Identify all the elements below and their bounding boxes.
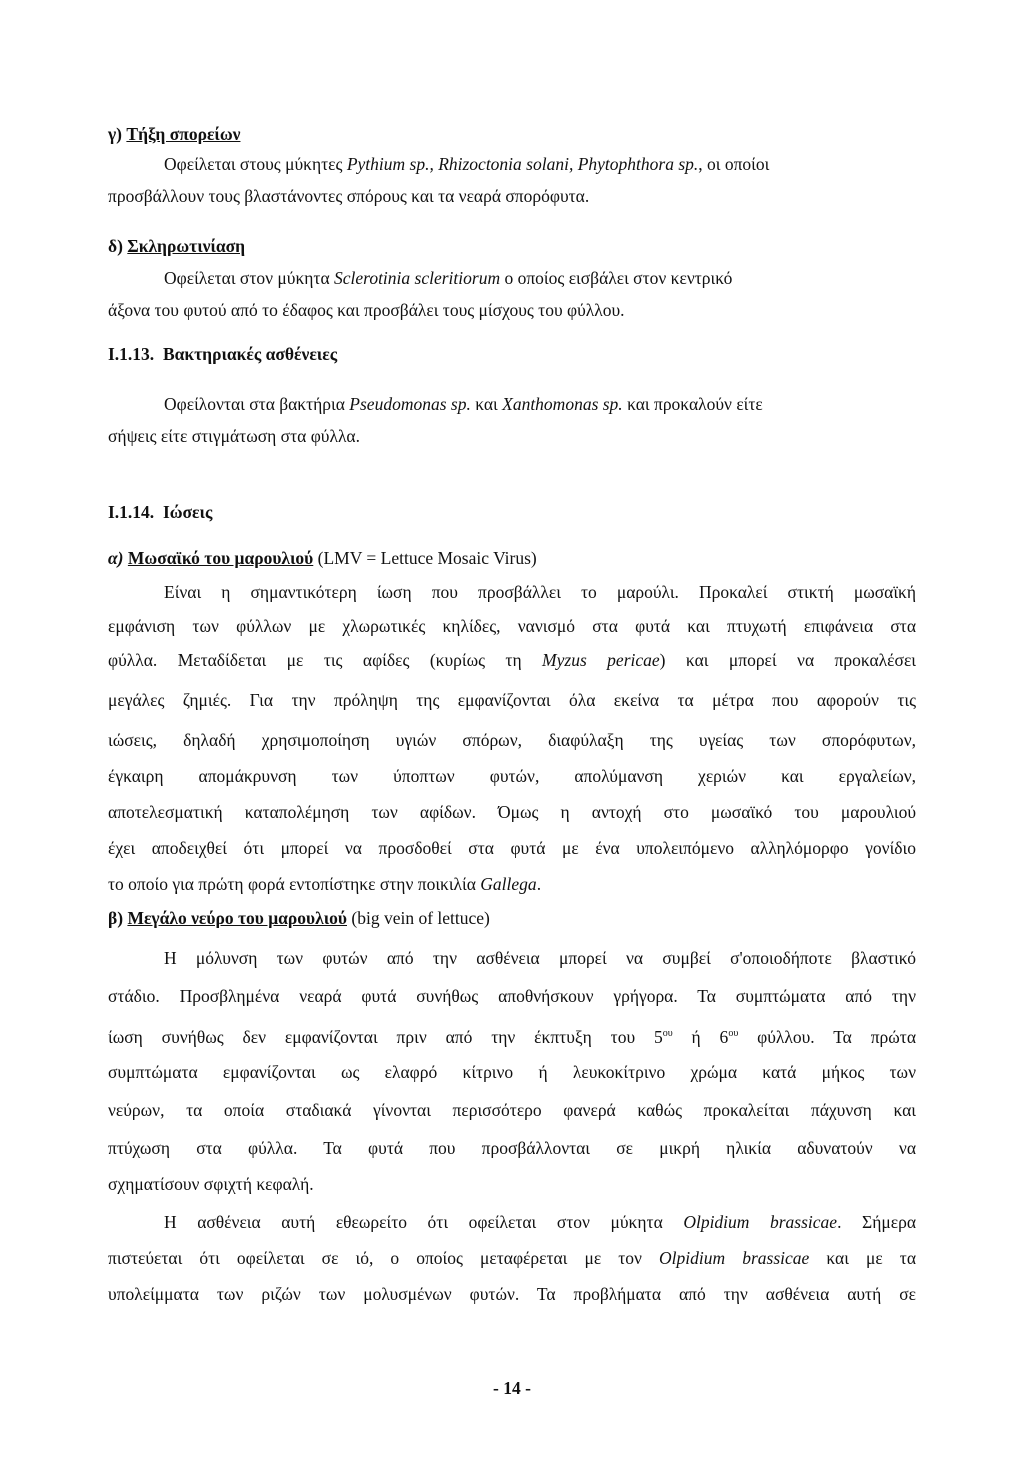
species-name: Olpidium brassicae — [659, 1248, 810, 1268]
paragraph-line: ιώσεις, δηλαδή χρησιμοποίηση υγιών σπόρων, διαφύλαξη της υγείας των σπορόφυτων, — [108, 730, 916, 750]
text-span: και με τα — [809, 1248, 916, 1268]
paragraph-line — [108, 872, 916, 896]
species-name: Sclerotinia scleritiorum — [334, 268, 501, 288]
species-name: Pseudomonas sp. — [349, 394, 471, 414]
text-span: φύλλου. Τα πρώτα — [738, 1027, 916, 1047]
paragraph-line: Είναι η σημαντικότερη ίωση που προσβάλλει το μαρούλι. Προκαλεί στικτή μωσαϊκή — [164, 582, 916, 602]
species-name: Pythium sp., Rhizoctonia solani, Phytophthora sp. — [346, 154, 699, 174]
species-name: Olpidium brassicae — [683, 1212, 838, 1232]
text-span: Η ασθένεια αυτή εθεωρείτο ότι οφείλεται στον μύκητα — [164, 1212, 684, 1232]
heading-a-title: Μωσαϊκό του μαρουλιού — [127, 548, 314, 568]
text-span: Οφείλεται στους μύκητες — [164, 154, 347, 174]
section-heading-1-1-13 — [108, 342, 916, 366]
paragraph-line: συμπτώματα εμφανίζονται ως ελαφρό κίτρινο ή λευκοκίτρινο χρώμα κατά μήκος των — [108, 1062, 916, 1082]
paragraph-line — [108, 1022, 916, 1046]
heading-a-label: α) — [108, 548, 124, 568]
species-name: Myzus pericae — [542, 650, 660, 670]
superscript: ου — [662, 1028, 673, 1039]
text-span: . — [536, 874, 542, 894]
heading-c-label: γ) — [108, 124, 123, 144]
heading-a — [108, 546, 916, 570]
paragraph-line — [108, 648, 916, 672]
text-span: ) και μπορεί να προκαλέσει — [659, 650, 916, 670]
species-name: Xanthomonas sp. — [502, 394, 623, 414]
text-span: . Σήμερα — [837, 1212, 916, 1232]
text-span: Οφείλεται στον μύκητα — [164, 268, 335, 288]
heading-d — [108, 234, 916, 258]
text-span: ή 6 — [672, 1027, 729, 1047]
heading-a-subtitle: (LMV = Lettuce Mosaic Virus) — [313, 548, 537, 568]
paragraph-line — [164, 1210, 916, 1234]
heading-c — [108, 122, 916, 146]
section-title: Ιώσεις — [162, 502, 213, 522]
paragraph-line — [108, 1246, 916, 1270]
text-span: Οφείλονται στα βακτήρια — [164, 394, 350, 414]
paragraph-line: υπολείμματα των ριζών των μολυσμένων φυτών. Τα προβλήματα από την ασθένεια αυτή σε — [108, 1284, 916, 1304]
paragraph-line: έχει αποδειχθεί ότι μπορεί να προσδοθεί στα φυτά με ένα υπολειπόμενο αλληλόμορφο γονίδιο — [108, 838, 916, 858]
paragraph-line: προσβάλλουν τους βλαστάνοντες σπόρους και τα νεαρά σπορόφυτα. — [108, 186, 590, 206]
section-heading-1-1-14 — [108, 500, 916, 524]
section-title: Βακτηριακές ασθένειες — [162, 344, 338, 364]
paragraph-line: εμφάνιση των φύλλων με χλωρωτικές κηλίδες, νανισμό στα φυτά και πτυχωτή επιφάνεια στα — [108, 616, 916, 636]
paragraph-line: μεγάλες ζημιές. Για την πρόληψη της εμφανίζονται όλα εκείνα τα μέτρα που αφορούν τις — [108, 690, 916, 710]
heading-d-label: δ) — [108, 236, 123, 256]
section-number: Ι.1.13. — [108, 344, 155, 364]
section-number: Ι.1.14. — [108, 502, 155, 522]
page-number: - 14 - — [493, 1378, 531, 1398]
paragraph-line: αποτελεσματική καταπολέμηση των αφίδων. Όμως η αντοχή στο μωσαϊκό του μαρουλιού — [108, 802, 916, 822]
heading-b — [108, 906, 916, 930]
text-span: ο οποίος εισβάλει στον κεντρικό — [500, 268, 733, 288]
text-span: φύλλα. Μεταδίδεται με τις αφίδες (κυρίως τη — [108, 650, 543, 670]
paragraph-line: σήψεις είτε στιγμάτωση στα φύλλα. — [108, 426, 360, 446]
paragraph-line: στάδιο. Προσβλημένα νεαρά φυτά συνήθως αποθνήσκουν γρήγορα. Τα συμπτώματα από την — [108, 986, 916, 1006]
text-span: και — [470, 394, 503, 414]
heading-d-title: Σκληρωτινίαση — [127, 236, 246, 256]
paragraph-line: έγκαιρη απομάκρυνση των ύποπτων φυτών, απολύμανση χεριών και εργαλείων, — [108, 766, 916, 786]
paragraph-line: Η μόλυνση των φυτών από την ασθένεια μπορεί να συμβεί σ'οποιοδήποτε βλαστικό — [164, 948, 916, 968]
heading-b-label: β) — [108, 908, 124, 928]
paragraph-line — [164, 266, 916, 290]
text-span: ίωση συνήθως δεν εμφανίζονται πριν από την έκπτυξη του 5 — [108, 1027, 663, 1047]
paragraph-line: άξονα του φυτού από το έδαφος και προσβάλει τους μίσχους του φύλλου. — [108, 300, 625, 320]
paragraph-line: πτύχωση στα φύλλα. Τα φυτά που προσβάλλονται σε μικρή ηλικία αδυνατούν να — [108, 1138, 916, 1158]
paragraph-line — [164, 152, 916, 176]
text-span: και προκαλούν είτε — [622, 394, 763, 414]
variety-name: Gallega — [480, 874, 537, 894]
superscript: ου — [728, 1028, 739, 1039]
paragraph-line: νεύρων, τα οποία σταδιακά γίνονται περισσότερο φανερά καθώς προκαλείται πάχυνση και — [108, 1100, 916, 1120]
text-span: το οποίο για πρώτη φορά εντοπίστηκε στην ποικιλία — [108, 874, 481, 894]
text-span: , οι οποίοι — [698, 154, 770, 174]
paragraph-line: σχηματίσουν σφιχτή κεφαλή. — [108, 1174, 314, 1194]
heading-b-subtitle: (big vein of lettuce) — [347, 908, 490, 928]
text-span: πιστεύεται ότι οφείλεται σε ιό, ο οποίος μεταφέρεται με τον — [108, 1248, 660, 1268]
paragraph-line — [164, 392, 916, 416]
heading-c-title: Τήξη σπορείων — [126, 124, 241, 144]
heading-b-title: Μεγάλο νεύρο του μαρουλιού — [127, 908, 347, 928]
